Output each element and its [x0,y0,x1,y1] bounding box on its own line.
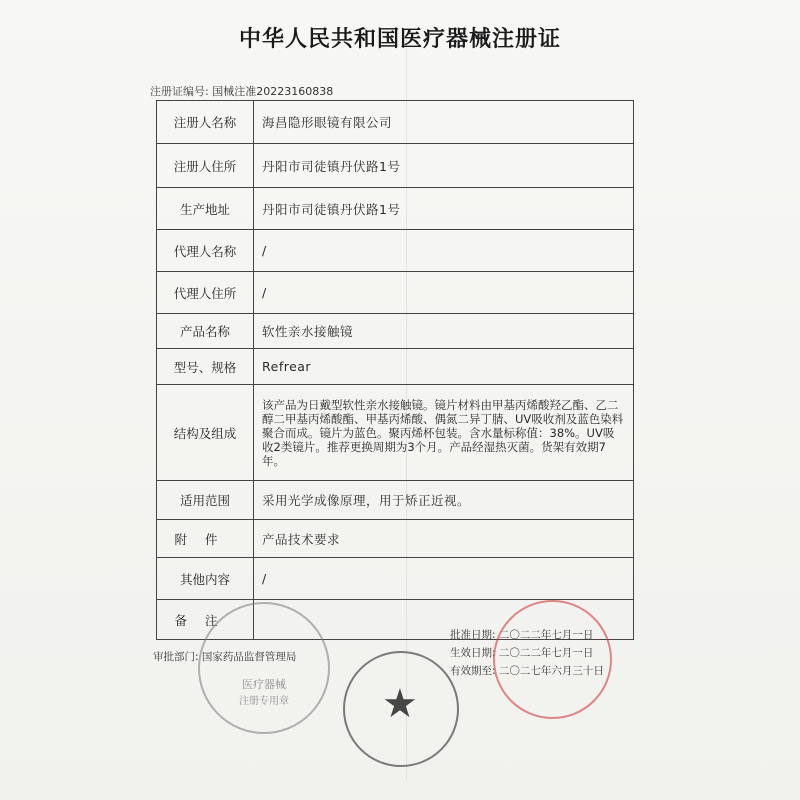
field-label: 附件 [157,520,254,558]
effective-date-label: 生效日期: [450,647,496,659]
field-value: 丹阳市司徒镇丹伏路1号 [254,188,634,230]
field-label: 适用范围 [157,481,254,520]
field-value: 采用光学成像原理，用于矫正近视。 [254,481,634,520]
seal-text-line1: 医疗器械 [242,678,286,691]
approval-date: 二〇二二年七月一日 [498,629,594,641]
registration-number-label: 注册证编号: [150,85,209,98]
field-value: / [254,230,634,272]
seal-text-line2: 注册专用章 [239,696,289,707]
field-label: 注册人住所 [157,144,254,188]
table-row [157,188,634,230]
table-row [157,349,634,385]
field-value: 丹阳市司徒镇丹伏路1号 [254,144,634,188]
table-row [157,558,634,600]
field-label: 代理人名称 [157,230,254,272]
table-row [157,314,634,349]
table-row [157,385,634,481]
registration-number: 国械注准20223160838 [212,85,334,98]
field-label: 注册人名称 [157,101,254,144]
field-label: 生产地址 [157,188,254,230]
registration-number-line [150,83,333,99]
field-label: 其他内容 [157,558,254,600]
field-value: 软性亲水接触镜 [254,314,634,349]
field-value: Refrear [254,349,634,385]
field-label: 代理人住所 [157,272,254,314]
table-row [157,230,634,272]
field-label: 型号、规格 [157,349,254,385]
table-row [157,272,634,314]
table-row [157,101,634,144]
expiry-date-label: 有效期至: [450,665,496,677]
certificate-table [156,100,634,640]
field-label: 备注 [157,600,254,640]
field-value: 产品技术要求 [254,520,634,558]
expiry-date: 二〇二七年六月三十日 [498,665,604,677]
nmpa-seal [198,602,330,734]
red-seal [493,600,612,719]
effective-date: 二〇二二年七月一日 [498,647,594,659]
field-value: 海昌隐形眼镜有限公司 [254,101,634,144]
field-value: 该产品为日戴型软性亲水接触镜。镜片材料由甲基丙烯酸羟乙酯、乙二醇二甲基丙烯酸酯、甲基丙烯酸、偶氮二异丁腈、UV吸收剂及蓝色染料聚合而成。镜片为蓝色。聚丙烯杯包装。含水量标称值：38%。UV吸收2类镜片。推荐更换周期为3个月。产品经湿热灭菌。货架有效期7年。 [254,385,634,481]
table-row [157,144,634,188]
field-label: 产品名称 [157,314,254,349]
table-row [157,520,634,558]
approval-date-label: 批准日期: [450,629,496,641]
table-row [157,481,634,520]
company-seal [343,651,459,767]
approval-dept: 国家药品监督管理局 [201,651,297,663]
document-title: 中华人民共和国医疗器械注册证 [238,27,561,52]
approval-dept-label: 审批部门: [153,651,199,663]
field-value: / [254,272,634,314]
star-icon: ★ [382,681,418,727]
field-value: / [254,558,634,600]
field-label: 结构及组成 [157,385,254,481]
